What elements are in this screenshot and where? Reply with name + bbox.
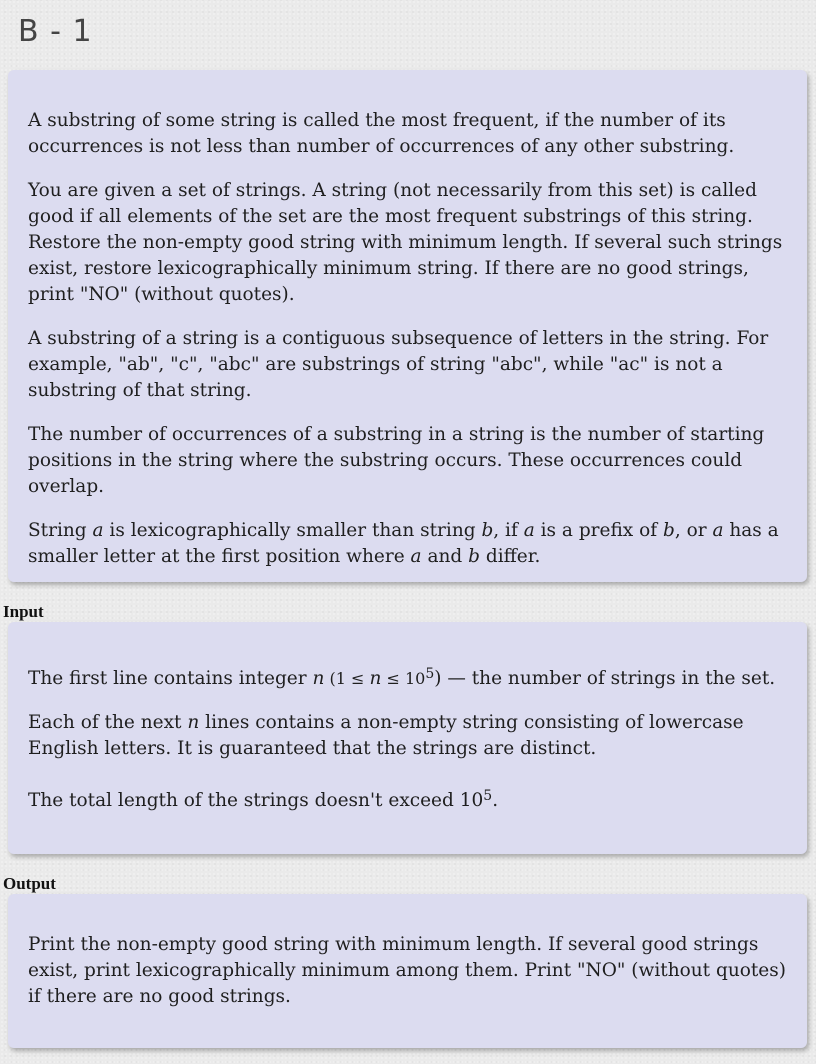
- math-var: b: [468, 546, 480, 567]
- exponent: 5: [483, 788, 493, 804]
- statement-paragraph-1: A substring of some string is called the most frequent, if the number of its occurrences is not less than number of occurrences of any other substring.: [28, 110, 735, 157]
- math-var: b: [481, 520, 494, 541]
- output-section-label: Output: [3, 874, 56, 893]
- math-var: n: [369, 668, 382, 689]
- math-var: n: [312, 668, 325, 689]
- statement-paragraph-3: A substring of a string is a contiguous subsequence of letters in the string. For example, "ab", "c", "abc" are substrings of string "abc", while "ac" is not a substring of that string.: [28, 328, 769, 401]
- output-text: Print the non-empty good string with minimum length. If several good strings exist, print lexicographically minimum among them. Print "NO" (without quotes) if there are no good strings.: [28, 934, 786, 1007]
- math-var: a: [92, 520, 104, 541]
- math-var: b: [662, 520, 675, 541]
- input-panel: [8, 622, 807, 854]
- input-line-2: Each of the next n lines contains a non-empty string consisting of lowercase English letters. It is guaranteed that the strings are distinct.: [28, 712, 744, 759]
- statement-panel: [8, 70, 807, 582]
- statement-paragraph-2: You are given a set of strings. A string (not necessarily from this set) is called good if all elements of the set are the most frequent substrings of this string. Restore the non-empty good string with minimum length. If several such strings exist, restore lexicographically minimum string. If there are no good strings, print "NO" (without quotes).: [28, 180, 783, 305]
- output-panel: [8, 894, 807, 1048]
- math-var: a: [410, 546, 422, 567]
- statement-paragraph-4: The number of occurrences of a substring in a string is the number of starting positions in the string where the substring occurs. These occurrences could overlap.: [28, 424, 765, 497]
- math-var: n: [187, 712, 200, 733]
- math-var: a: [523, 520, 535, 541]
- math-var: a: [712, 520, 724, 541]
- input-line-3: The total length of the strings doesn't exceed $10^5$.: [28, 788, 499, 811]
- problem-title: B - 1: [18, 14, 93, 49]
- input-line-1: The first line contains integer n $(1 \le n \le 10^5)$ — the number of strings in the set.: [28, 666, 776, 689]
- input-section-label: Input: [3, 602, 44, 621]
- exponent: 5: [425, 666, 435, 682]
- statement-paragraph-5: String a is lexicographically smaller than string b, if a is a prefix of b, or a has a smaller letter at the first position where a and b differ.: [28, 520, 779, 567]
